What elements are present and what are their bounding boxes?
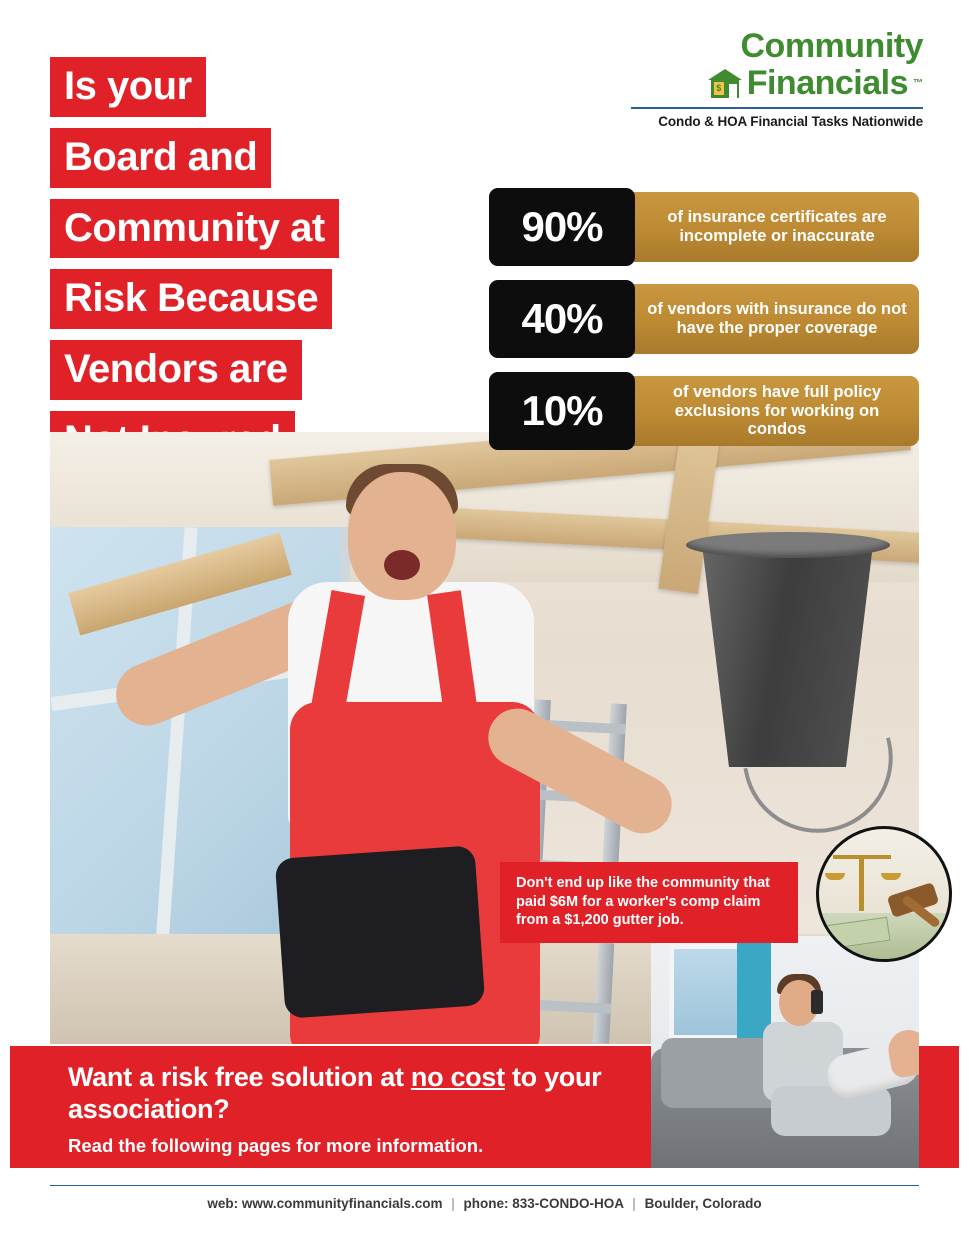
footer-phone: phone: 833-CONDO-HOA [463, 1196, 624, 1211]
footer-web: web: www.communityfinancials.com [207, 1196, 443, 1211]
brand-name-line1: Community [740, 27, 923, 65]
photo-tool-belt [275, 845, 486, 1019]
headline-line-3: Community at [50, 199, 339, 259]
injured-man-photo [651, 936, 919, 1168]
photo-caption: Don't end up like the community that paid $6M for a worker's comp claim from a $1,200 gutter job. [500, 862, 798, 943]
headline-line-1: Is your [50, 57, 206, 117]
headline-line-2: Board and [50, 128, 271, 188]
brand-tagline: Condo & HOA Financial Tasks Nationwide [658, 114, 923, 130]
stat-percent: 40% [489, 280, 635, 358]
cta-emphasis: no cost [410, 1062, 505, 1092]
cta-text-after: to your association? [68, 1062, 602, 1124]
statistics-list [489, 188, 919, 464]
footer-location: Boulder, Colorado [644, 1196, 762, 1211]
brand-name-line2: Financials [746, 64, 908, 103]
footer-separator: | [451, 1196, 455, 1211]
photo-worker-head [348, 472, 456, 600]
logo-line-2 [623, 64, 923, 103]
stat-row [489, 372, 919, 450]
photo-worker-mouth [384, 550, 420, 580]
headline-line-4: Risk Because [50, 269, 332, 329]
stat-description: of vendors have full policy exclusions for working on condos [607, 376, 919, 446]
footer-separator: | [632, 1196, 636, 1211]
justice-scales-photo [816, 826, 952, 962]
scales-post [859, 855, 864, 911]
cta-text-before: Want a risk free solution at [68, 1062, 411, 1092]
stat-description: of vendors with insurance do not have the proper coverage [607, 284, 919, 354]
trademark-symbol: ™ [913, 78, 923, 90]
brand-logo-block [623, 27, 923, 130]
cta-heading [68, 1062, 650, 1126]
logo-line-1 [623, 27, 923, 65]
house-money-logo-icon: $ [708, 69, 742, 99]
stat-row [489, 280, 919, 358]
stat-row [489, 188, 919, 266]
stat-description: of insurance certificates are incomplete or inaccurate [607, 192, 919, 262]
headline-line-5: Vendors are [50, 340, 302, 400]
phone-icon [811, 990, 823, 1014]
footer [0, 1196, 969, 1211]
stat-percent: 90% [489, 188, 635, 266]
photo-bucket-rim [686, 532, 890, 558]
logo-divider [631, 107, 923, 109]
cta-subheading: Read the following pages for more information. [68, 1134, 484, 1156]
stat-percent: 10% [489, 372, 635, 450]
photo-worker-figure [180, 442, 600, 1042]
footer-divider [50, 1185, 919, 1186]
